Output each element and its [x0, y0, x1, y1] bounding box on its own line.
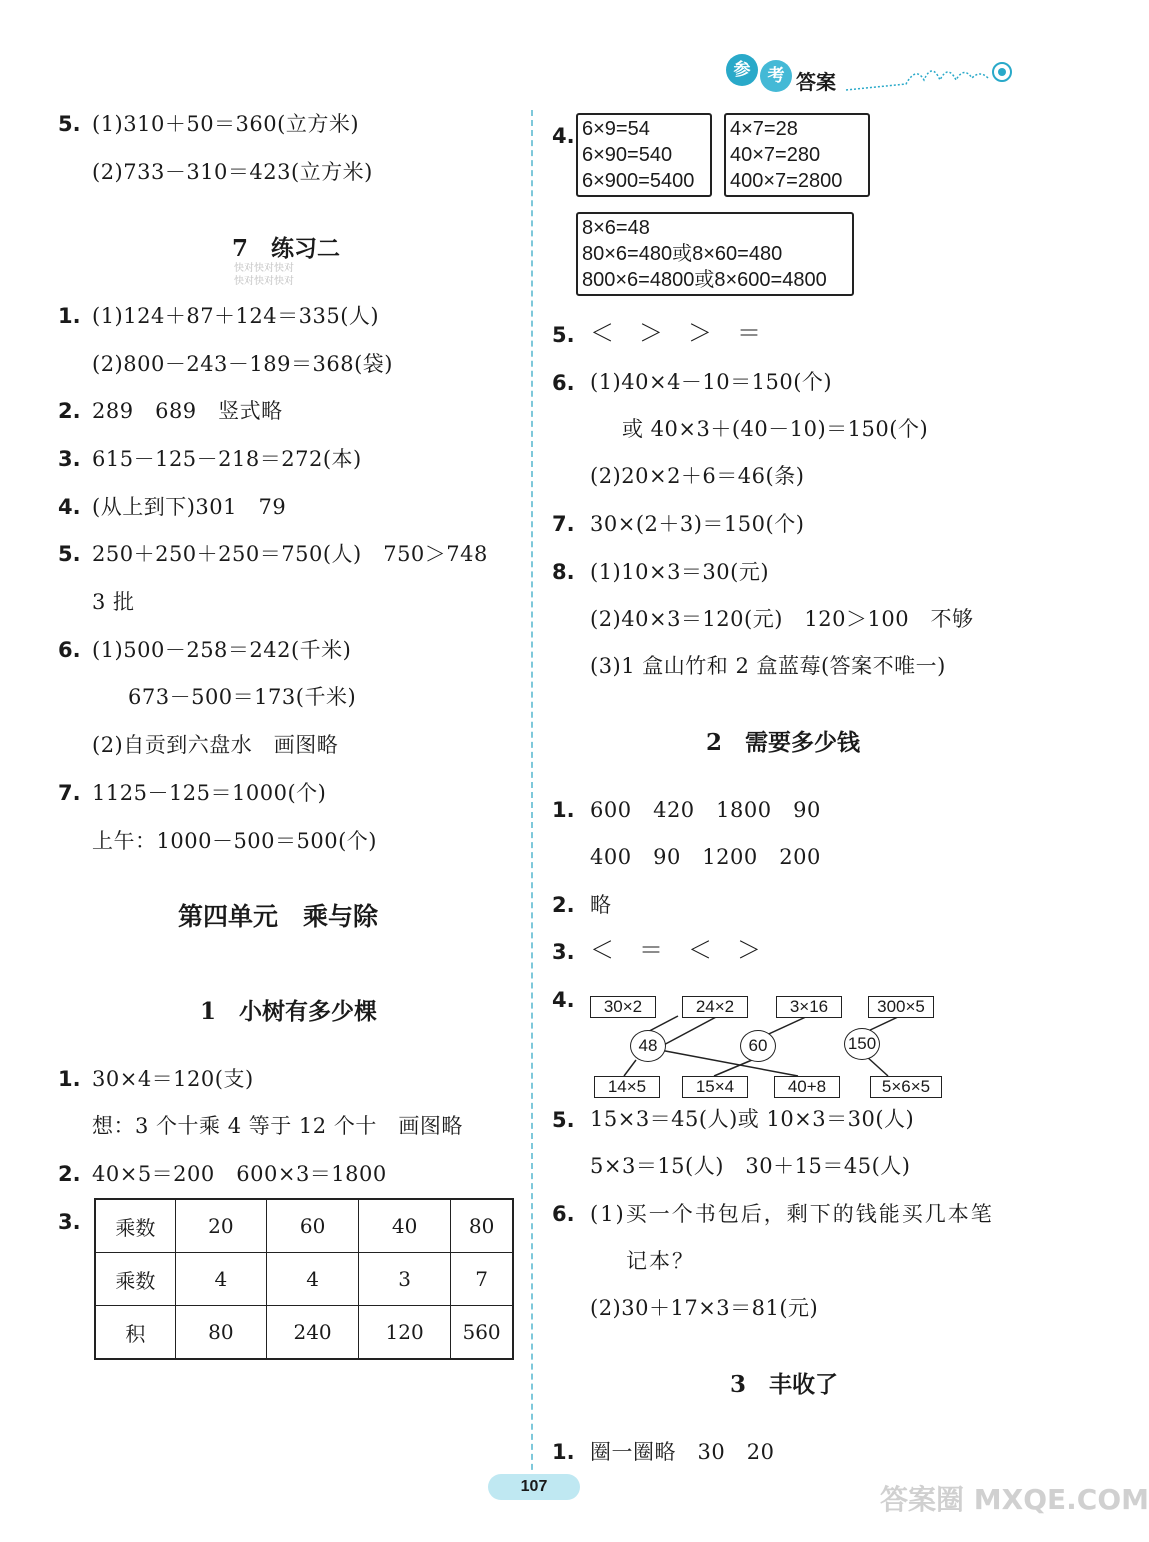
answer-line: 40×5＝200 600×3＝1800: [92, 1162, 387, 1186]
section-title: 2 需要多少钱: [706, 729, 861, 756]
answer-line: 15×3＝45(人)或 10×3＝30(人): [590, 1107, 915, 1131]
question-number: 2.: [552, 893, 575, 917]
question-number: 5.: [58, 542, 81, 566]
question-number: 3.: [58, 447, 81, 471]
answer-line: (2)20×2＋6＝46(条): [590, 464, 805, 488]
answer-line: ＜ ＝ ＜ ＞: [590, 936, 762, 964]
table-cell: 积: [95, 1306, 175, 1360]
expression-card: 14×5: [594, 1076, 660, 1098]
header-char-kao: 考: [760, 60, 792, 92]
question-number: 2.: [58, 1162, 81, 1186]
answer-line: (1)10×3＝30(元): [590, 560, 770, 584]
table-cell: 40: [359, 1199, 451, 1253]
box-line: 400×7=2800: [730, 170, 843, 192]
answer-line: (1)40×4－10＝150(个): [590, 370, 833, 394]
answer-line: (2)自贡到六盘水 画图略: [92, 733, 339, 757]
question-number: 2.: [58, 399, 81, 423]
answer-line: 673－500＝173(千米): [128, 685, 357, 709]
table-cell: 3: [359, 1253, 451, 1306]
table-cell: 80: [451, 1199, 513, 1253]
question-number: 4.: [552, 988, 575, 1012]
question-number: 6.: [58, 638, 81, 662]
table-cell: 80: [175, 1306, 266, 1360]
question-number: 7.: [552, 512, 575, 536]
table-cell: 240: [267, 1306, 359, 1360]
expression-card: 3×16: [776, 996, 842, 1018]
table-cell: 60: [267, 1199, 359, 1253]
expression-card: 15×4: [682, 1076, 748, 1098]
table-cell: 20: [175, 1199, 266, 1253]
question-number: 5.: [58, 112, 81, 136]
table-cell: 乘数: [95, 1253, 175, 1306]
answer-line: 1125－125＝1000(个): [92, 781, 327, 805]
header-title: 答案: [796, 70, 836, 94]
box-line: 4×7=28: [730, 118, 798, 140]
unit-title: 第四单元 乘与除: [178, 902, 379, 931]
answer-line: (从上到下)301 79: [92, 495, 287, 519]
corner-watermark: 答案圈 MXQE.COM: [880, 1483, 1149, 1516]
answer-line: 615－125－218＝272(本): [92, 447, 362, 471]
question-number: 4.: [58, 495, 81, 519]
multiplication-box: [576, 212, 854, 296]
answer-line: (2)800－243－189＝368(袋): [92, 352, 393, 376]
header-char-can: 参: [726, 54, 758, 86]
question-number: 7.: [58, 781, 81, 805]
answer-line: (1)310＋50＝360(立方米): [92, 112, 360, 136]
box-line: 6×9=54: [582, 118, 650, 140]
table-cell: 乘数: [95, 1199, 175, 1253]
table-cell: 7: [451, 1253, 513, 1306]
answer-line: 3 批: [92, 590, 135, 614]
table-row: [95, 1306, 513, 1360]
section-title: 1 小树有多少棵: [200, 998, 378, 1025]
answer-line: 30×4＝120(支): [92, 1067, 254, 1091]
question-number: 8.: [552, 560, 575, 584]
expression-card: 300×5: [868, 996, 934, 1018]
column-divider: [531, 110, 533, 1500]
answer-line: 250＋250＋250＝750(人) 750＞748: [92, 542, 488, 566]
expression-card: 5×6×5: [870, 1076, 942, 1098]
answer-line: 想：3 个十乘 4 等于 12 个十 画图略: [92, 1114, 463, 1138]
table-cell: 4: [267, 1253, 359, 1306]
question-number: 5.: [552, 323, 575, 347]
box-line: 800×6=4800或8×600=4800: [582, 269, 827, 291]
answer-line: ＜ ＞ ＞ ＝: [590, 319, 762, 347]
question-number: 3.: [58, 1210, 81, 1234]
answer-line: 5×3＝15(人) 30＋15＝45(人): [590, 1154, 911, 1178]
table-cell: 120: [359, 1306, 451, 1360]
expression-card: 40+8: [774, 1076, 840, 1098]
result-bubble: 60: [740, 1030, 776, 1062]
section-title: 3 丰收了: [730, 1371, 839, 1398]
answer-line: 289 689 竖式略: [92, 399, 283, 423]
question-number: 1.: [552, 798, 575, 822]
table-cell: 560: [451, 1306, 513, 1360]
expression-card: 24×2: [682, 996, 748, 1018]
answer-line: 600 420 1800 90: [590, 798, 821, 822]
answer-line: (1)500－258＝242(千米): [92, 638, 352, 662]
question-number: 1.: [58, 1067, 81, 1091]
box-line: 6×900=5400: [582, 170, 695, 192]
result-bubble: 150: [844, 1028, 880, 1060]
question-number: 1.: [552, 1440, 575, 1464]
multiplication-box: [576, 113, 712, 197]
answer-line: (1)124＋87＋124＝335(人): [92, 304, 380, 328]
answer-line: 30×(2＋3)＝150(个): [590, 512, 805, 536]
box-line: 8×6=48: [582, 217, 650, 239]
table-row: [95, 1253, 513, 1306]
answer-line: 或 40×3＋(40－10)＝150(个): [622, 417, 929, 441]
watermark-text: 快对快对快对 快对快对快对: [234, 263, 294, 287]
table-cell: 4: [175, 1253, 266, 1306]
question-number: 5.: [552, 1108, 575, 1132]
header: [720, 52, 1020, 98]
answer-line: 上午：1000－500＝500(个): [92, 829, 377, 853]
question-number: 3.: [552, 940, 575, 964]
answer-line: (2)40×3＝120(元) 120＞100 不够: [590, 607, 974, 631]
header-swirl-icon: [846, 56, 1016, 96]
answer-line: (2)733－310＝423(立方米): [92, 160, 373, 184]
multiplication-box: [724, 113, 870, 197]
question-number: 6.: [552, 1202, 575, 1226]
answer-line: (2)30＋17×3＝81(元): [590, 1296, 819, 1320]
question-number: 1.: [58, 304, 81, 328]
table-row: [95, 1199, 513, 1253]
box-line: 80×6=480或8×60=480: [582, 243, 783, 265]
multiplication-table: [94, 1198, 514, 1360]
page-number: 107: [488, 1474, 580, 1500]
answer-line: (3)1 盒山竹和 2 盒蓝莓(答案不唯一): [590, 654, 946, 678]
section-title: 7 练习二: [232, 235, 341, 262]
matching-diagram: [588, 994, 948, 1098]
question-number: 4.: [552, 124, 575, 148]
question-number: 6.: [552, 371, 575, 395]
answer-line: 记本？: [626, 1249, 695, 1273]
result-bubble: 48: [630, 1030, 666, 1062]
box-line: 6×90=540: [582, 144, 673, 166]
answer-line: 略: [590, 893, 612, 917]
answer-line: (1)买一个书包后，剩下的钱能买几本笔: [590, 1202, 994, 1226]
answer-line: 圈一圈略 30 20: [590, 1440, 775, 1464]
box-line: 40×7=280: [730, 144, 821, 166]
answer-line: 400 90 1200 200: [590, 845, 821, 869]
expression-card: 30×2: [590, 996, 656, 1018]
